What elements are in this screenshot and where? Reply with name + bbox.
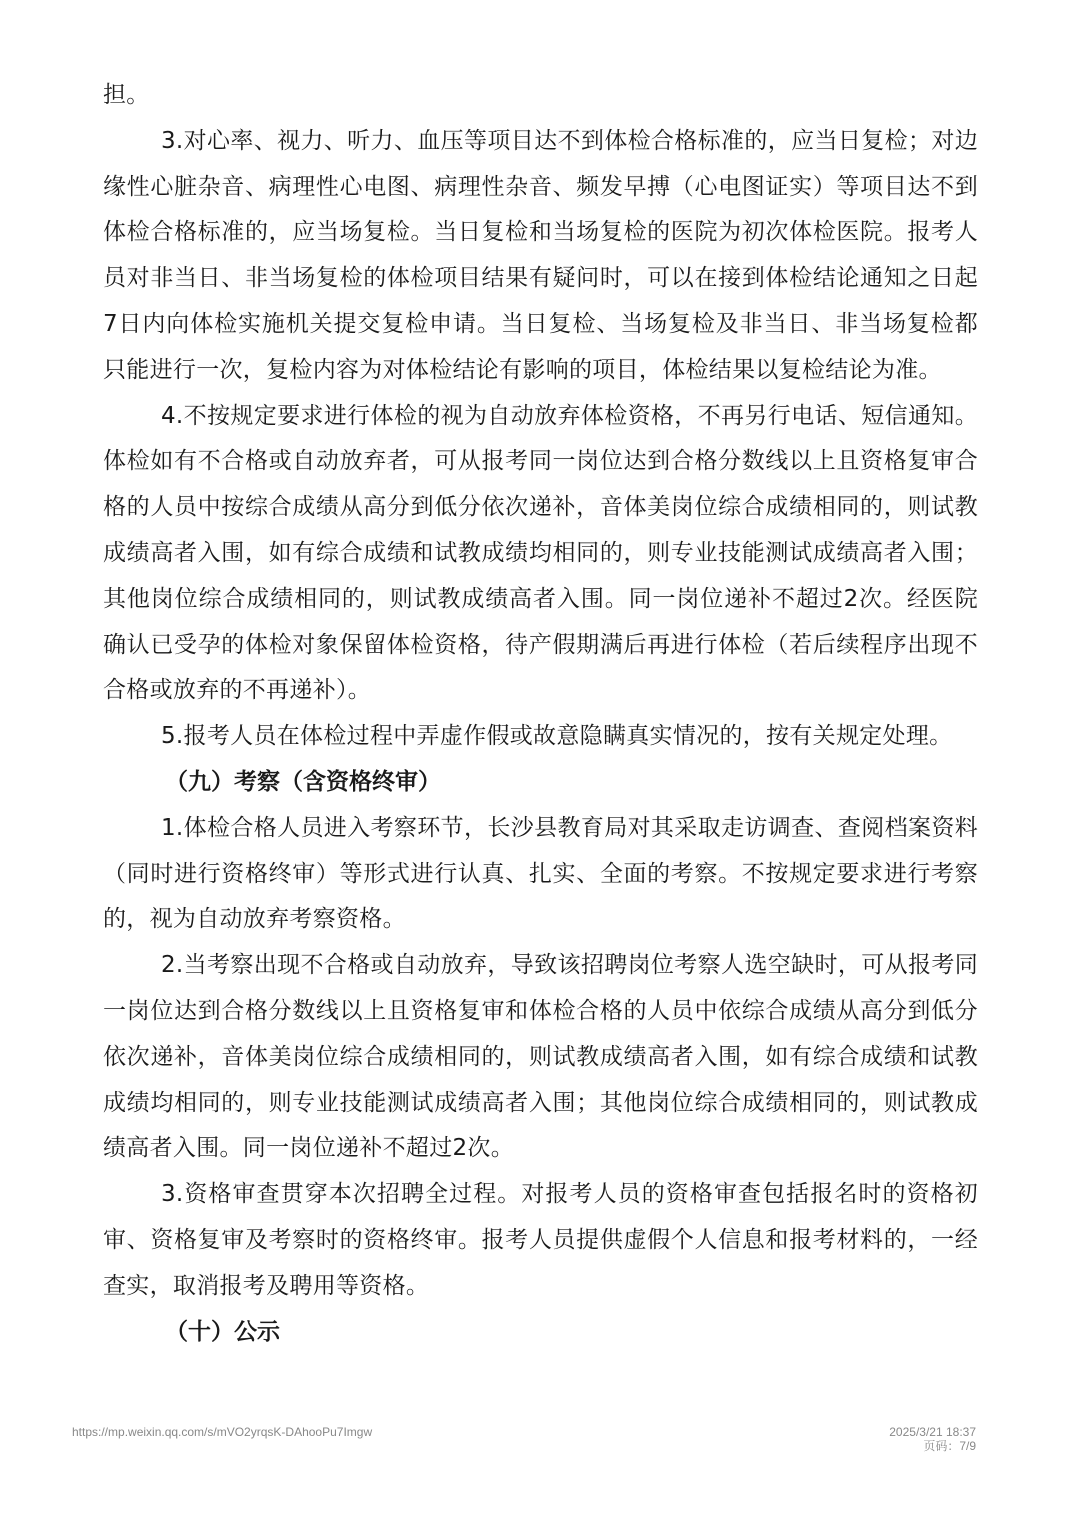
footer-datetime: 2025/3/21 18:37 [889, 1425, 976, 1439]
footer-page-number: 页码：7/9 [923, 1439, 976, 1453]
paragraph-item-4-absence: 4.不按规定要求进行体检的视为自动放弃体检资格，不再另行电话、短信通知。体检如有不合格或自动放弃者，可从报考同一岗位达到合格分数线以上且资格复审合格的人员中按综合成绩从高分到低分依次递补，音体美岗位综合成绩相同的，则试教成绩高者入围，如有综合成绩和试教成绩均相同的，则专业技能测试成绩高者入围；其他岗位综合成绩相同的，则试教成绩高者入围。同一岗位递补不超过2次。经医院确认已受孕的体检对象保留体检资格，待产假期满后再进行体检（若后续程序出现不合格或放弃的不再递补）。 [103, 402, 978, 704]
paragraph-item-5-fraud: 5.报考人员在体检过程中弄虚作假或故意隐瞒真实情况的，按有关规定处理。 [161, 723, 953, 750]
paragraph-inspection-2: 2.当考察出现不合格或自动放弃，导致该招聘岗位考察人选空缺时，可从报考同一岗位达到合格分数线以上且资格复审和体检合格的人员中依综合成绩从高分到低分依次递补，音体美岗位综合成绩相同的，则试教成绩高者入围，如有综合成绩和试教成绩均相同的，则专业技能测试成绩高者入围；其他岗位综合成绩相同的，则试教成绩高者入围。同一岗位递补不超过2次。 [103, 952, 978, 1162]
section-heading-publicity: （十）公示 [165, 1318, 280, 1345]
footer-source-url[interactable]: https://mp.weixin.qq.com/s/mVO2yrqsK-DAhooPu7Imgw [72, 1425, 373, 1439]
document-body [103, 73, 978, 1355]
footer-meta [889, 1425, 976, 1453]
section-heading-inspection: （九）考察（含资格终审） [165, 768, 441, 795]
paragraph-inspection-1: 1.体检合格人员进入考察环节，长沙县教育局对其采取走访调查、查阅档案资料（同时进行资格终审）等形式进行认真、扎实、全面的考察。不按规定要求进行考察的，视为自动放弃考察资格。 [103, 814, 978, 933]
paragraph-continuation: 担。 [103, 82, 150, 108]
paragraph-item-3-recheck: 3.对心率、视力、听力、血压等项目达不到体检合格标准的，应当日复检；对边缘性心脏杂音、病理性心电图、病理性杂音、频发早搏（心电图证实）等项目达不到体检合格标准的，应当场复检。当日复检和当场复检的医院为初次体检医院。报考人员对非当日、非当场复检的体检项目结果有疑问时，可以在接到体检结论通知之日起7日内向体检实施机关提交复检申请。当日复检、当场复检及非当日、非当场复检都只能进行一次，复检内容为对体检结论有影响的项目，体检结果以复检结论为准。 [103, 127, 978, 383]
paragraph-inspection-3: 3.资格审查贯穿本次招聘全过程。对报考人员的资格审查包括报名时的资格初审、资格复审及考察时的资格终审。报考人员提供虚假个人信息和报考材料的，一经查实，取消报考及聘用等资格。 [103, 1181, 978, 1299]
